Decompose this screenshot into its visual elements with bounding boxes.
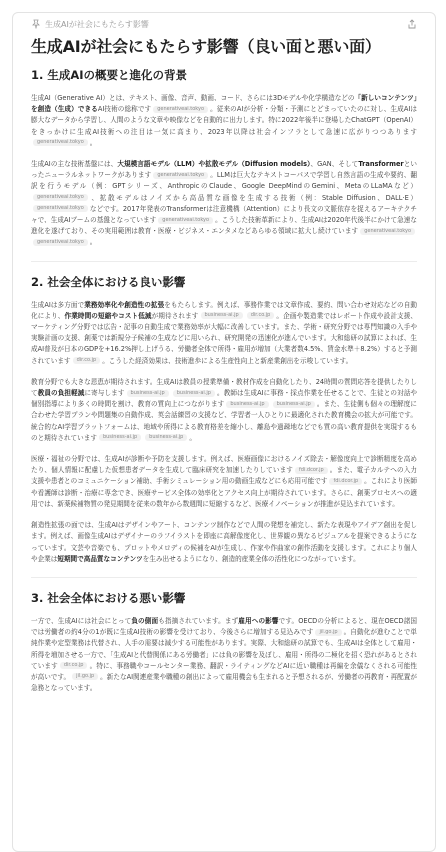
sections	[31, 67, 417, 694]
text-run: 教育分野でも大きな恩恵が期待されます。生成AIは教員の授業準備・教材作成を自動化したり、24時間の質問応答を提供したりして	[31, 377, 417, 398]
citation-badge[interactable]: jil.go.jp	[315, 629, 341, 636]
text-run: 。従来のAIが分析・分類・予測にとどまっていたのに対し、生成AIは膨大なデータから学習し、人間のような文章や映像などを自動的に出力します。特に2022年後半に登場したChatGPT（OpenAI）をきっかけに生成AI技術への注目は一気に高まり、2023年以降は社会インフラとして急速に広がりつつあります	[31, 105, 417, 136]
text-run: といったニューラルネットワークがあります	[31, 160, 417, 180]
bold-text: 大規模言語モデル（LLM）や拡散モデル（Diffusion models）	[117, 160, 311, 169]
section-divider	[31, 261, 417, 262]
paragraph	[31, 520, 417, 565]
citation-badge[interactable]: fdi.dcor.jp	[295, 467, 328, 474]
citation-badge[interactable]: business-ai.jp	[127, 390, 169, 397]
text-run: 。こうした技術革新により、生成AIは2020年代後半にかけて急速な進化を遂げており、その実用範囲は教育・医療・ビジネス・エンタメなどあらゆる領域に拡大し続けています	[31, 216, 417, 236]
citation-badge[interactable]: dir.co.jp	[247, 312, 275, 319]
text-run: 、拡散モデルはノイズから高品質な画像を生成する技術（例：Stable Diffusion、DALL·E）	[89, 193, 417, 202]
text-run: 創造性拡張の面では、生成AIはデザインやアート、コンテンツ制作などで人間の発想を補完し、新たな表現やアイデア創出を促します。例えば、画像生成AIはデザイナーのラフイラストを即座に高解像度化し、世界観の異なるビジュアルを提案できるようになっています。文芸や音楽でも、プロットやメロディの候補をAIが生成し、作家や作曲家の創作活動を支援します。これにより個人や企業は	[31, 521, 417, 563]
citation-badge[interactable]: generativeai.tokyo	[153, 106, 208, 113]
text-run: 。これにより医師や看護師は診断・治療に専念でき、医療サービス全体の効率化とアクセス向上が期待されています。さらに、創薬プロセスへの適用では、新薬候補物質の発見期間を従来の数年から数週間に短縮するなど、医療イノベーションが推進が見込まれています。	[31, 477, 417, 508]
text-run: 、GAN、そして	[310, 160, 359, 169]
section-heading: 2. 社会全体における良い影響	[31, 274, 186, 289]
bold-text: 雇用への影響	[238, 616, 279, 625]
citation-badge[interactable]: jil.go.jp	[72, 673, 98, 680]
text-run: です。OECDの分析によると、現在OECD諸国では労働者の約4分の1が既に生成AI技術の影響を受けており、今後さらに増加する見込みです	[31, 616, 418, 637]
bold-text: Transformer	[358, 160, 404, 169]
paragraph	[31, 616, 417, 694]
text-run: をもたらします。例えば、事務作業では文章作成、要約、問い合わせ対応などの自動化により、	[31, 300, 417, 320]
text-run: が期待されます	[151, 311, 199, 320]
citation-badge[interactable]: business-ai.jp	[145, 434, 187, 441]
citation-badge[interactable]: business-ai.jp	[173, 390, 215, 397]
text-run: 。LLMは巨大なテキストコーパスで学習し自然言語の生成や要約、翻訳を行うモデル（例：GPTシリーズ、AnthropicのClaude、Google DeepMindのGemini、MetaのLLaMAなど）	[31, 171, 417, 191]
citation-badge[interactable]: dir.co.jp	[60, 662, 88, 669]
citation-badge[interactable]: business-ai.jp	[273, 401, 315, 408]
bold-text: 教員の負担軽減	[37, 389, 85, 398]
share-icon[interactable]	[407, 19, 417, 29]
paragraph	[31, 93, 417, 149]
citation-badge[interactable]: business-ai.jp	[201, 312, 243, 319]
page-title: 生成AIが社会にもたらす影響（良い面と悪い面）	[31, 37, 381, 56]
bold-text: 負の側面	[131, 616, 159, 625]
text-run: 。自動化が進むことで単純作業や定型業務は代替され、人手の需要は減少する可能性があります。実際、大和総研の試算でも、生成AIは全体として雇用・所得を増加させる一方で、「生成AIと代替関係にある労働者」には負の影響を及ぼし、雇用・所得の二極化を招く恐れがあるとされています	[31, 628, 418, 670]
text-run: に寄与します	[84, 389, 125, 398]
text-run: 医療・福祉の分野では、生成AIが診断や予防を支援します。例えば、医療画像におけるノイズ除去・解像度向上で診断精度を高めたり、個人情報に配慮した仮想患者データを生成して臨床研究を加速したりしています	[31, 455, 417, 475]
breadcrumb[interactable]	[31, 19, 149, 30]
bold-text: 短期間で高品質なコンテンツ	[57, 554, 143, 563]
citation-badge[interactable]: generativeai.tokyo	[360, 228, 415, 235]
top-bar	[13, 13, 435, 35]
text-run: AI技術の総称です	[97, 105, 152, 114]
text-run: を生み出せるようになり、創造的産業全体の活性化につながっています。	[142, 554, 360, 563]
citation-badge[interactable]: generativeai.tokyo	[153, 172, 208, 179]
bold-text: 業務効率化や創造性の拡張	[84, 300, 165, 309]
text-run: も指摘されています。まず	[158, 616, 239, 625]
paragraph	[31, 159, 417, 249]
text-run: 。	[89, 238, 97, 247]
text-run: 。特に、事務職やコールセンター業務、翻訳・ライティングなどAIに近い職種は再編を余儀なくされる可能性が高いです。	[31, 661, 418, 681]
paragraph	[31, 300, 417, 367]
citation-badge[interactable]: business-ai.jp	[226, 401, 268, 408]
text-run: 生成AI（Generative AI）とは、テキスト、画像、音声、動画、コード、さらには3Dモデルや化学構造などの	[31, 94, 355, 102]
citation-badge[interactable]: generativeai.tokyo	[33, 239, 88, 246]
citation-badge[interactable]: generativeai.tokyo	[158, 217, 213, 224]
breadcrumb-label: 生成AIが社会にもたらす影響	[45, 19, 149, 29]
pin-icon	[31, 19, 41, 29]
text-run: 。企画や製造業ではレポート作成や設計支援、マーケティング分野では広告・記事の自動生成で業務効率が大幅に改善しています。また、学術・研究分野では専門知識の入手や実験計画の支援、創薬では新規分子候補の生成などに用いられ、研究開発の迅速化が進んでいます。大和総研の試算によれば、生成AI普及が日本のGDPを+16.2%押し上げうる、労働者全体で所得・雇用が増加（大業者数4.5%、賃金水準＋8.2%）すると予測されています	[31, 311, 418, 365]
citation-badge[interactable]: generativeai.tokyo	[33, 205, 88, 212]
text-run: などです。2017年発表のTransformerは注意機構（Attention）により長文の文脈依存を捉えるアーキテクチャで、生成AIブームの基盤となっています	[31, 204, 417, 225]
paragraph	[31, 454, 417, 510]
section-heading: 1. 生成AIの概要と進化の背景	[31, 68, 188, 82]
bold-text: 「新しいコンテンツ」を創造（生成）できる	[31, 94, 417, 114]
text-run: 。また、生徒側も個々の理解度に合わせた学習プランや問題集の自動作成、英会話練習の支援など、学習者一人ひとりに最適化された教育機会の拡大が可能です。統合的なAI学習プラットフォームは、地域や所得による教育格差を縮小し、離島や過疎地などでも質の高い教育提供を実現するものと期待されています	[31, 400, 418, 442]
text-run: 。また、電子カルテへの入力支援や患者とのコミュニケーション補助、手術シミュレーション用の動画生成などにも応用可能です	[31, 466, 418, 486]
bold-text: 作業時間の短縮やコスト低減	[64, 311, 152, 320]
citation-badge[interactable]: dir.co.jp	[73, 357, 101, 364]
paragraph	[31, 377, 417, 444]
text-run: 。こうした経済効果は、技術進歩による生産性向上と新産業創出を示唆しています。	[102, 356, 353, 365]
section-heading: 3. 社会全体における悪い影響	[31, 590, 186, 605]
text-run: 。	[189, 433, 196, 442]
citation-badge[interactable]: generativeai.tokyo	[33, 194, 88, 201]
citation-badge[interactable]: generativeai.tokyo	[33, 139, 88, 146]
document-body	[13, 37, 435, 694]
section-divider	[31, 577, 417, 578]
citation-badge[interactable]: business-ai.jp	[99, 434, 141, 441]
citation-badge[interactable]: fdi.dcor.jp	[329, 478, 362, 485]
text-run: 。新たなAI関連産業や職種の創出によって雇用機会も生まれると予想されるが、労働者の再教育・再配置が急務となっています。	[31, 672, 417, 693]
text-run: 生成AIの主な技術基盤には、	[31, 160, 118, 169]
document-frame	[12, 12, 436, 852]
text-run: 生成AIは多方面で	[31, 300, 85, 309]
text-run: 。	[89, 138, 97, 147]
text-run: 一方で、生成AIには社会にとって	[31, 616, 132, 625]
text-run: 。教師は生成AIに事務・採点作業を任せることで、生徒との対話や個別指導により多くの時間を割け、教育の質向上につながります	[31, 389, 418, 409]
